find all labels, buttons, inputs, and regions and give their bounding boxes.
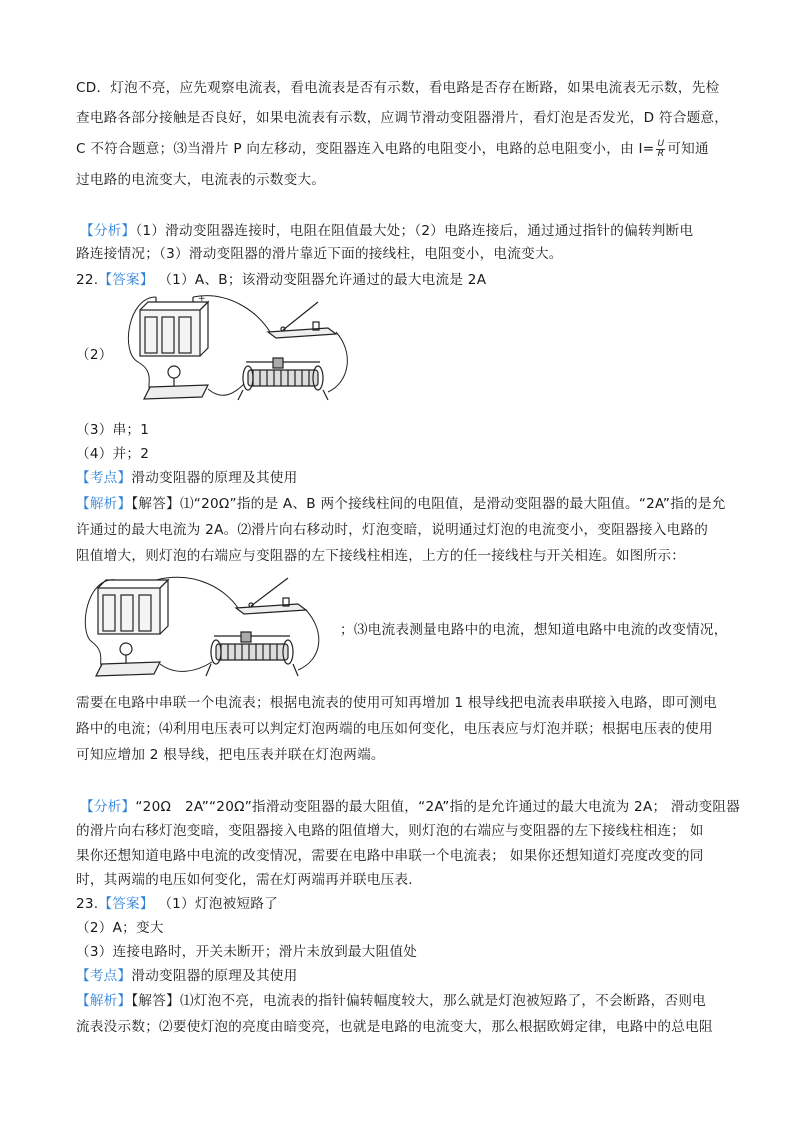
battery-icon <box>98 580 168 634</box>
answer-line: （3）串；1 <box>76 422 150 438</box>
circuit-figure-1 <box>118 292 356 410</box>
explanation-line: 路中的电流；⑷利用电压表可以判定灯泡两端的电压如何变化，电压表应与灯泡并联；根据电压表的使用 <box>76 721 713 737</box>
explanation-line: 流表没示数；⑵要使灯泡的亮度由暗变亮，也就是电路的电流变大，那么根据欧姆定律，电路中的总电阻 <box>76 1019 713 1035</box>
answer-line: （2）A；变大 <box>76 920 164 936</box>
fraction-denominator: R <box>657 148 665 159</box>
topic-tag: 【考点】 <box>76 968 132 984</box>
answer-line: （2） <box>76 347 113 363</box>
fraction-u-over-r <box>656 140 665 159</box>
analysis-line: 的滑片向右移灯泡变暗，变阻器接入电路的阻值增大，则灯泡的右端应与变阻器的左下接线柱相连； 如 <box>76 823 704 839</box>
explanation-line: 阻值增大，则灯泡的右端应与变阻器的左下接线柱相连，上方的任一接线柱与开关相连。如图所示： <box>76 548 686 564</box>
text-segment: 可知通 <box>667 141 709 157</box>
answer-tag: 【答案】 <box>98 272 154 288</box>
explanation-line: 可知应增加 2 根导线，把电压表并联在灯泡两端。 <box>76 747 385 763</box>
analysis-line <box>80 797 741 817</box>
analysis-tag: 【分析】 <box>80 223 136 239</box>
switch-icon <box>268 302 336 338</box>
switch-icon <box>236 578 306 614</box>
question-number: 23. <box>76 896 99 912</box>
text-line <box>76 139 726 159</box>
circuit-figure-2 <box>76 572 332 684</box>
explanation-tag: 【解析】 <box>76 993 132 1009</box>
fraction-numerator: U <box>657 138 665 149</box>
analysis-text: “20Ω 2A”“20Ω”指滑动变阻器的最大阻值，“2A”指的是允许通过的最大电流为 2A； 滑动变阻器 <box>135 799 741 815</box>
explanation-line: 许通过的最大电流为 2A。⑵滑片向右移动时，灯泡变暗，说明通过灯泡的电流变小，变阻器接入电路的 <box>76 522 709 538</box>
text-segment: C 不符合题意；⑶当滑片 P 向左移动，变阻器连入电路的电阻变小，电路的总电阻变小，由 I= <box>76 141 655 157</box>
rheostat-icon <box>238 358 328 400</box>
topic-line <box>76 966 726 986</box>
text-line: 过电路的电流变大，电流表的示数变大。 <box>76 172 326 188</box>
question-number: 22. <box>76 272 99 288</box>
analysis-line: 路连接情况；（3）滑动变阻器的滑片靠近下面的接线柱，电阻变小，电流变大。 <box>76 246 563 262</box>
battery-plus-label: + <box>198 294 206 304</box>
answer-line <box>76 894 726 914</box>
topic-tag: 【考点】 <box>76 470 132 486</box>
explanation-text: 【解答】⑴“20Ω”指的是 A、B 两个接线柱间的电阻值，是滑动变阻器的最大阻值。“2A”指的是允 <box>131 496 726 512</box>
analysis-line: 时，其两端的电压如何变化，需在灯两端再并联电压表. <box>76 872 413 888</box>
topic-text: 滑动变阻器的原理及其使用 <box>131 470 298 486</box>
text-line: CD．灯泡不亮，应先观察电流表，看电流表是否有示数，看电路是否存在断路，如果电流表无示数，先检 <box>76 80 720 96</box>
explanation-line <box>76 991 726 1011</box>
answer-text: （1）灯泡被短路了 <box>153 896 278 912</box>
explanation-line: ；⑶电流表测量电路中的电流，想知道电路中电流的改变情况， <box>340 622 728 638</box>
explanation-text: 【解答】⑴灯泡不亮，电流表的指针偏转幅度较大，那么就是灯泡被短路了，不会断路，否则电 <box>131 993 707 1009</box>
answer-line <box>76 270 726 290</box>
analysis-tag: 【分析】 <box>80 799 136 815</box>
answer-tag: 【答案】 <box>98 896 154 912</box>
battery-icon <box>140 297 208 356</box>
analysis-line: 果你还想知道电路中电流的改变情况，需要在电路中串联一个电流表； 如果你还想知道灯亮度改变的同 <box>76 848 704 864</box>
topic-line <box>76 468 726 488</box>
lamp-icon <box>144 366 208 399</box>
explanation-line <box>76 494 726 514</box>
lamp-icon <box>96 643 160 676</box>
answer-line: （3）连接电路时，开关未断开；滑片未放到最大阻值处 <box>76 944 418 960</box>
answer-line: （4）并；2 <box>76 446 150 462</box>
analysis-line <box>80 221 730 241</box>
explanation-tag: 【解析】 <box>76 496 132 512</box>
rheostat-icon <box>206 632 298 676</box>
answer-text: （1）A、B；该滑动变阻器允许通过的最大电流是 2A <box>153 272 487 288</box>
topic-text: 滑动变阻器的原理及其使用 <box>131 968 298 984</box>
analysis-text: （1）滑动变阻器连接时，电阻在阻值最大处；（2）电路连接后，通过通过指针的偏转判断电 <box>135 223 694 239</box>
explanation-line: 需要在电路中串联一个电流表；根据电流表的使用可知再增加 1 根导线把电流表串联接入电路，即可测电 <box>76 695 718 711</box>
text-line: 查电路各部分接触是否良好，如果电流表有示数，应调节滑动变阻器滑片，看灯泡是否发光，D 符合题意， <box>76 110 729 126</box>
